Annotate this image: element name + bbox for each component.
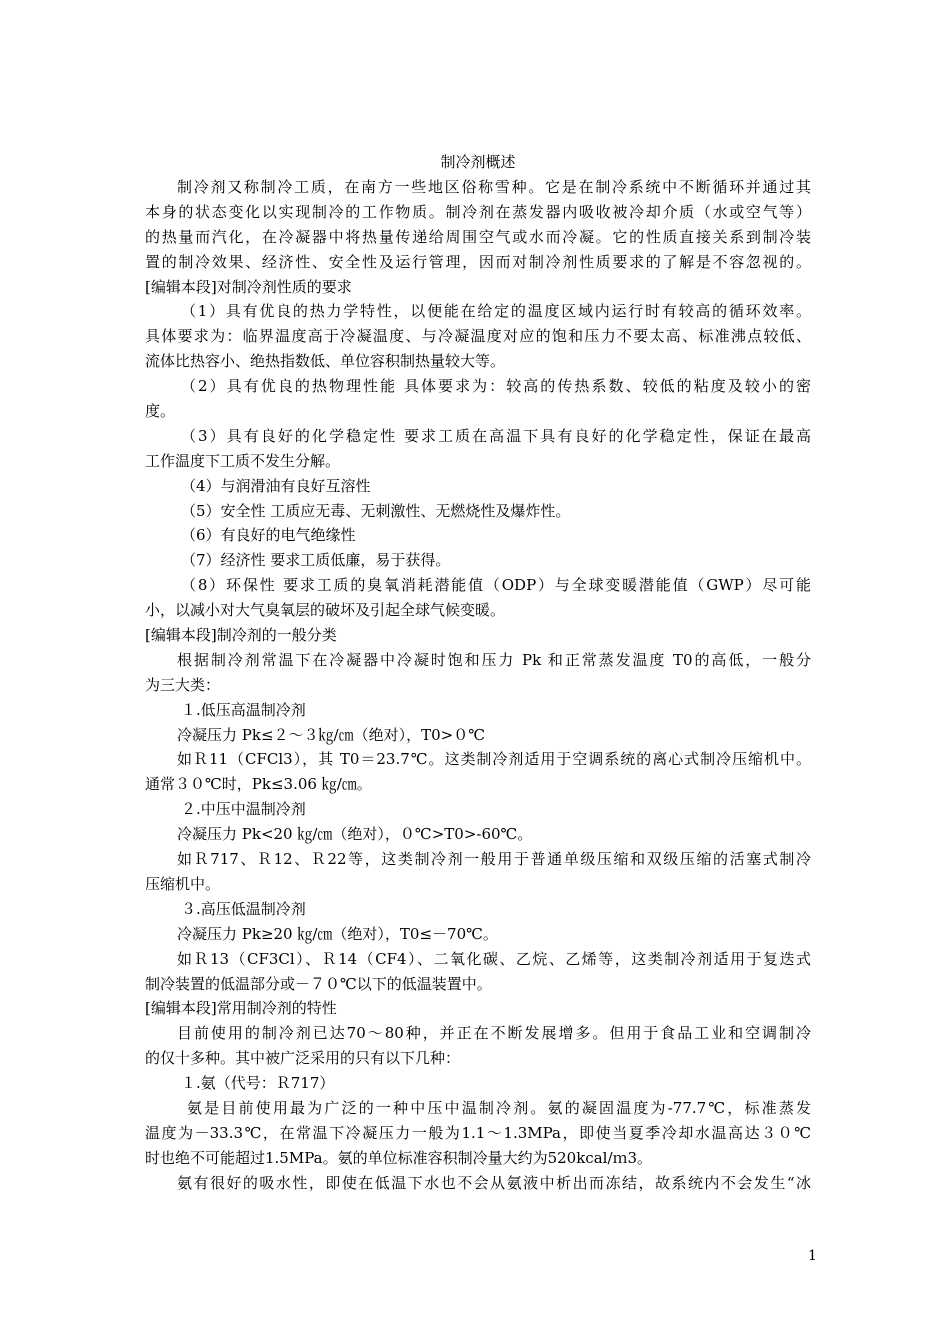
text-line: （2）具有优良的热物理性能 具体要求为：较高的传热系数、较低的粘度及较小的密 (181, 377, 811, 396)
paragraph-lines (145, 175, 811, 1196)
text-line: （7）经济性 要求工质低廉，易于获得。 (181, 551, 451, 570)
text-line: 根据制冷剂常温下在冷凝器中冷凝时饱和压力 Pk 和正常蒸发温度 T0的高低，一般分 (177, 650, 811, 669)
text-line: 制冷装置的低温部分或－７０℃以下的低温装置中。 (145, 974, 492, 993)
text-line: 具体要求为：临界温度高于冷凝温度、与冷凝温度对应的饱和压力不要太高、标准沸点较低、 (145, 327, 811, 346)
document-title: 制冷剂概述 (440, 153, 516, 171)
text-line: （5）安全性 工质应无毒、无刺激性、无燃烧性及爆炸性。 (181, 501, 571, 520)
text-line: １.氨（代号：Ｒ717） (181, 1074, 335, 1093)
document-body (145, 150, 811, 1196)
text-line: （1）具有优良的热力学特性，以便能在给定的温度区域内运行时有较高的循环效率。 (181, 302, 811, 321)
text-line: 通常３０℃时，Pk≤3.06 ㎏/㎝。 (145, 775, 372, 794)
text-line: 本身的状态变化以实现制冷的工作物质。制冷剂在蒸发器内吸收被冷却介质（水或空气等） (145, 202, 811, 221)
text-line: （3）具有良好的化学稳定性 要求工质在高温下具有良好的化学稳定性，保证在最高 (181, 426, 811, 445)
text-line: 氨是目前使用最为广泛的一种中压中温制冷剂。氨的凝固温度为-77.7℃，标准蒸发 (187, 1098, 811, 1117)
text-line: 度。 (145, 402, 176, 421)
text-line: 的仅十多种。其中被广泛采用的只有以下几种： (145, 1049, 461, 1068)
text-line: 压缩机中。 (145, 874, 221, 893)
text-line: [编辑本段]对制冷剂性质的要求 (145, 277, 352, 296)
text-line: ２.中压中温制冷剂 (181, 800, 306, 819)
text-line: 冷凝压力 Pk<20 ㎏/㎝（绝对），０℃>T0>-60℃。 (177, 825, 533, 844)
text-line: 为三大类： (145, 675, 221, 694)
text-line: 置的制冷效果、经济性、安全性及运行管理，因而对制冷剂性质要求的了解是不容忽视的。 (145, 252, 811, 271)
text-line: 冷凝压力 Pk≥20 ㎏/㎝（绝对），T0≤－70℃。 (177, 924, 498, 943)
text-line: １.低压高温制冷剂 (181, 700, 306, 719)
text-line: 冷凝压力 Pk≤２～３㎏/㎝（绝对），T0>０℃ (177, 725, 485, 744)
text-line: 如Ｒ717、Ｒ12、Ｒ22等，这类制冷剂一般用于普通单级压缩和双级压缩的活塞式制冷 (177, 850, 811, 869)
text-line: 制冷剂又称制冷工质，在南方一些地区俗称雪种。它是在制冷系统中不断循环并通过其 (177, 178, 811, 196)
text-line: ３.高压低温制冷剂 (181, 899, 306, 918)
text-line: 如Ｒ13（CF3Cl）、Ｒ14（CF4）、二氧化碳、乙烷、乙烯等，这类制冷剂适用于复迭式 (177, 949, 811, 968)
text-line: （4）与润滑油有良好互溶性 (181, 476, 371, 495)
text-line: （6）有良好的电气绝缘性 (181, 526, 356, 545)
text-line: 的热量而汽化，在冷凝器中将热量传递给周围空气或水而冷凝。它的性质直接关系到制冷装 (145, 227, 811, 246)
text-line: 温度为－33.3℃，在常温下冷凝压力一般为1.1～1.3MPa，即使当夏季冷却水温高达３０℃ (145, 1123, 811, 1142)
text-line: 流体比热容小、绝热指数低、单位容积制热量较大等。 (145, 352, 506, 371)
text-line: [编辑本段]常用制冷剂的特性 (145, 999, 337, 1018)
text-line: 氨有很好的吸水性，即使在低温下水也不会从氨液中析出而冻结，故系统内不会发生“冰 (177, 1173, 811, 1192)
page-number: 1 (808, 1248, 817, 1264)
text-line: （8）环保性 要求工质的臭氧消耗潜能值（ODP）与全球变暖潜能值（GWP）尽可能 (181, 576, 811, 595)
text-line: [编辑本段]制冷剂的一般分类 (145, 626, 337, 645)
text-line: 目前使用的制冷剂已达70～80种，并正在不断发展增多。但用于食品工业和空调制冷 (177, 1024, 811, 1043)
text-line: 时也绝不可能超过1.5MPa。氨的单位标准容积制冷量大约为520kcal/ｍ3。 (145, 1148, 653, 1167)
text-line: 小，以减小对大气臭氧层的破坏及引起全球气候变暖。 (145, 601, 506, 620)
text-line: 工作温度下工质不发生分解。 (145, 451, 341, 470)
text-line: 如Ｒ11（CFCl3），其 T0＝23.7℃。这类制冷剂适用于空调系统的离心式制冷压缩机中。 (177, 750, 811, 769)
